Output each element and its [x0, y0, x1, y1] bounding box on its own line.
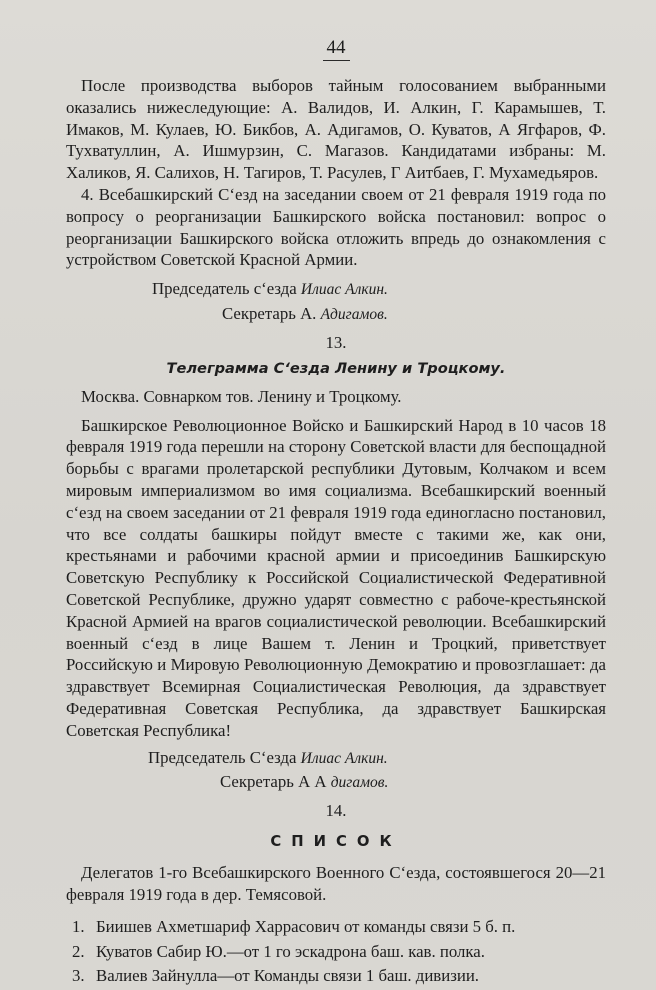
chairman-signature-2	[66, 747, 606, 770]
delegate-entry: Валиев Зайнулла—от Команды связи 1 баш. дивизии.	[96, 966, 479, 986]
chairman-name-2: Илиас Алкин.	[300, 749, 388, 767]
page-number	[66, 38, 606, 61]
secretary-label-2: Секретарь А А	[220, 772, 327, 792]
delegate-number: 3.	[72, 966, 85, 986]
secretary-signature	[66, 303, 606, 326]
resolution-paragraph: 4. Всебашкирский С‘езд на заседании своем от 21 февраля 1919 года по вопросу о реорганизации Башкирского войска постановил: вопрос о реорганизации Башкирского войска отложить впредь до ознакомления с устройством Советской Красной Армии.	[66, 184, 606, 270]
chairman-label-2: Председатель С‘езда	[148, 747, 297, 767]
telegram-body: Башкирское Революционное Войско и Башкирский Народ в 10 часов 18 февраля 1919 года перешли на сторону Советской власти для беспощадной борьбы с врагами пролетарской республики Дутовым, Колчаком и всем мировым империализмом во имя социализма. Всебашкирский военный с‘езд на своем заседании от 21 февраля 1919 года единогласно постановил, что все солдаты башкиры пойдут вместе с такими же, как они, крестьянами и рабочими красной армии и присоединив Башкирскую Советскую Республику к Российской Социалистической Федеративной Советской Республике, дружно ударят совместно с рабоче-крестьянской Красной Армией на врагов социалистической революции. Всебашкирский военный с‘езд в лице Вашем т. Ленин и Троцкий, приветствует Российскую и Мировую Революционную Демократию и провозглашает: да здравствует Всемирная Социалистическая Революция, да здравствует Федеративная Советская Республика, да здравствует Башкирская Советская Республика!	[66, 415, 606, 740]
delegate-number: 2.	[72, 941, 85, 961]
delegate-entry: Биишев Ахметшариф Харрасович от команды связи 5 б. п.	[96, 916, 516, 936]
delegate-number: 1.	[72, 916, 85, 936]
telegram-address: Москва. Совнарком тов. Ленину и Троцкому.	[81, 386, 402, 406]
delegate-list-item	[66, 941, 606, 963]
delegate-entry: Куватов Сабир Ю.—от 1 го эскадрона баш. кав. полка.	[96, 941, 485, 961]
delegates-intro: Делегатов 1-го Всебашкирского Военного С‘езда, состоявшегося 20—21 февраля 1919 года в дер. Темясовой.	[66, 863, 606, 904]
secretary-signature-2	[66, 771, 606, 794]
secretary-label: Секретарь А.	[222, 303, 317, 323]
chairman-label: Председатель с‘езда	[152, 279, 297, 299]
secretary-name-2: дигамов.	[330, 774, 389, 792]
secretary-name: Адигамов.	[320, 305, 388, 323]
delegate-list	[66, 916, 606, 987]
section-14-title: СПИСОК	[270, 833, 402, 851]
chairman-name: Илиас Алкин.	[300, 281, 388, 299]
election-results-paragraph: После производства выборов тайным голосованием выбранными оказались нижеследующие: А. Валидов, И. Алкин, Г. Карамышев, Т. Имаков, М. Кулаев, Ю. Бикбов, А. Адигамов, О. Куватов, А Ягфаров, Ф. Тухватуллин, А. Ишмурзин, С. Магазов. Кандидатами избраны: М. Халиков, Я. Салихов, Н. Тагиров, Т. Расулев, Г Аитбаев, Г. Мухамедьяров.	[66, 76, 606, 183]
delegate-list-item	[66, 965, 606, 987]
section-13-title: Телеграмма С‘езда Ленину и Троцкому.	[166, 359, 506, 377]
chairman-signature	[66, 278, 606, 301]
page-number-value: 44	[323, 38, 350, 61]
section-13-number: 13.	[325, 332, 347, 352]
section-14-number: 14.	[325, 801, 347, 821]
delegate-list-item	[66, 916, 606, 938]
